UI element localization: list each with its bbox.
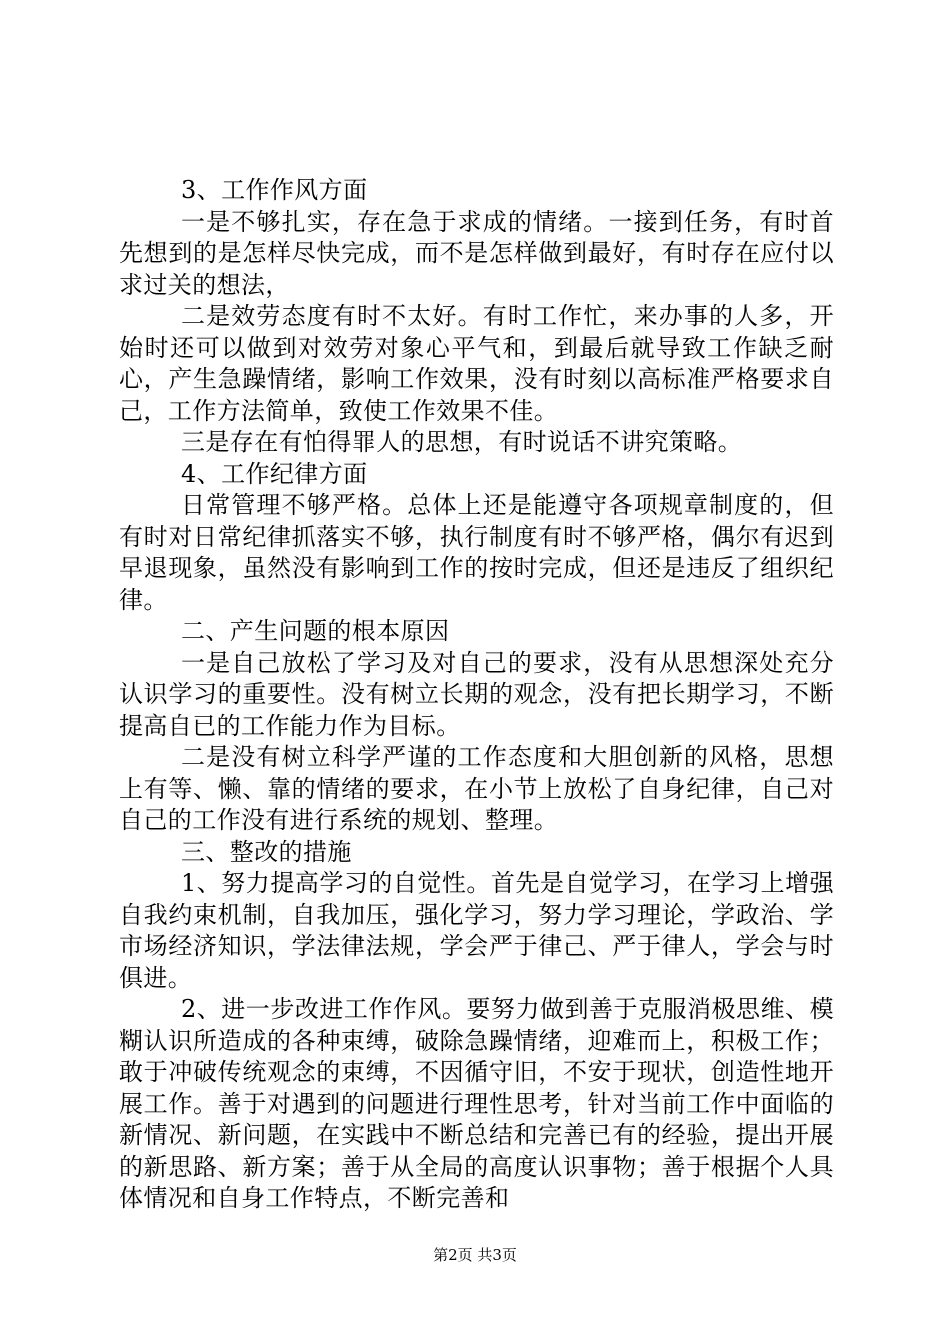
page-footer: [0, 1245, 950, 1265]
paragraph: 一是自己放松了学习及对自己的要求，没有从思想深处充分认识学习的重要性。没有树立长期的观念，没有把长期学习，不断提高自已的工作能力作为目标。: [119, 648, 834, 740]
paragraph: 二是效劳态度有时不太好。有时工作忙，来办事的人多，开始时还可以做到对效劳对象心平气和，到最后就导致工作缺乏耐心，产生急躁情绪，影响工作效果，没有时刻以高标准严格要求自己，工作方法简单，致使工作效果不佳。: [119, 302, 834, 425]
paragraph: 三是存在有怕得罪人的思想，有时说话不讲究策略。: [181, 428, 743, 456]
section-heading-work-style: 3、工作作风方面: [181, 176, 368, 204]
paragraph: 一是不够扎实，存在急于求成的情绪。一接到任务，有时首先想到的是怎样尽快完成，而不是怎样做到最好，有时存在应付以求过关的想法，: [119, 207, 834, 299]
paragraph: 日常管理不够严格。总体上还是能遵守各项规章制度的，但有时对日常纪律抓落实不够，执行制度有时不够严格，偶尔有迟到早退现象，虽然没有影响到工作的按时完成，但还是违反了组织纪律。: [119, 491, 834, 614]
section-heading-work-discipline: 4、工作纪律方面: [181, 459, 368, 488]
paragraph: 2、进一步改进工作作风。要努力做到善于克服消极思维、模糊认识所造成的各种束缚，破除急躁情绪，迎难而上，积极工作；敢于冲破传统观念的束缚，不因循守旧，不安于现状，创造性地开展工作。善于对遇到的问题进行理性思考，针对当前工作中面临的新情况、新问题，在实践中不断总结和完善已有的经验，提出开展的新思路、新方案；善于从全局的高度认识事物；善于根据个人具体情况和自身工作特点，不断完善和: [119, 995, 834, 1212]
section-heading-root-causes: 二、产生问题的根本原因: [181, 617, 450, 645]
section-heading-rectification: 三、整改的措施: [181, 837, 352, 866]
document-body: [119, 175, 834, 1215]
paragraph: 二是没有树立科学严谨的工作态度和大胆创新的风格，思想上有等、懒、靠的情绪的要求，在小节上放松了自身纪律，自己对自己的工作没有进行系统的规划、整理。: [119, 743, 834, 834]
page-number-label: 第2页 共3页: [433, 1246, 517, 1264]
paragraph: 1、努力提高学习的自觉性。首先是自觉学习，在学习上增强自我约束机制，自我加压，强化学习，努力学习理论，学政治、学市场经济知识，学法律法规，学会严于律己、严于律人，学会与时俱进。: [119, 869, 834, 992]
